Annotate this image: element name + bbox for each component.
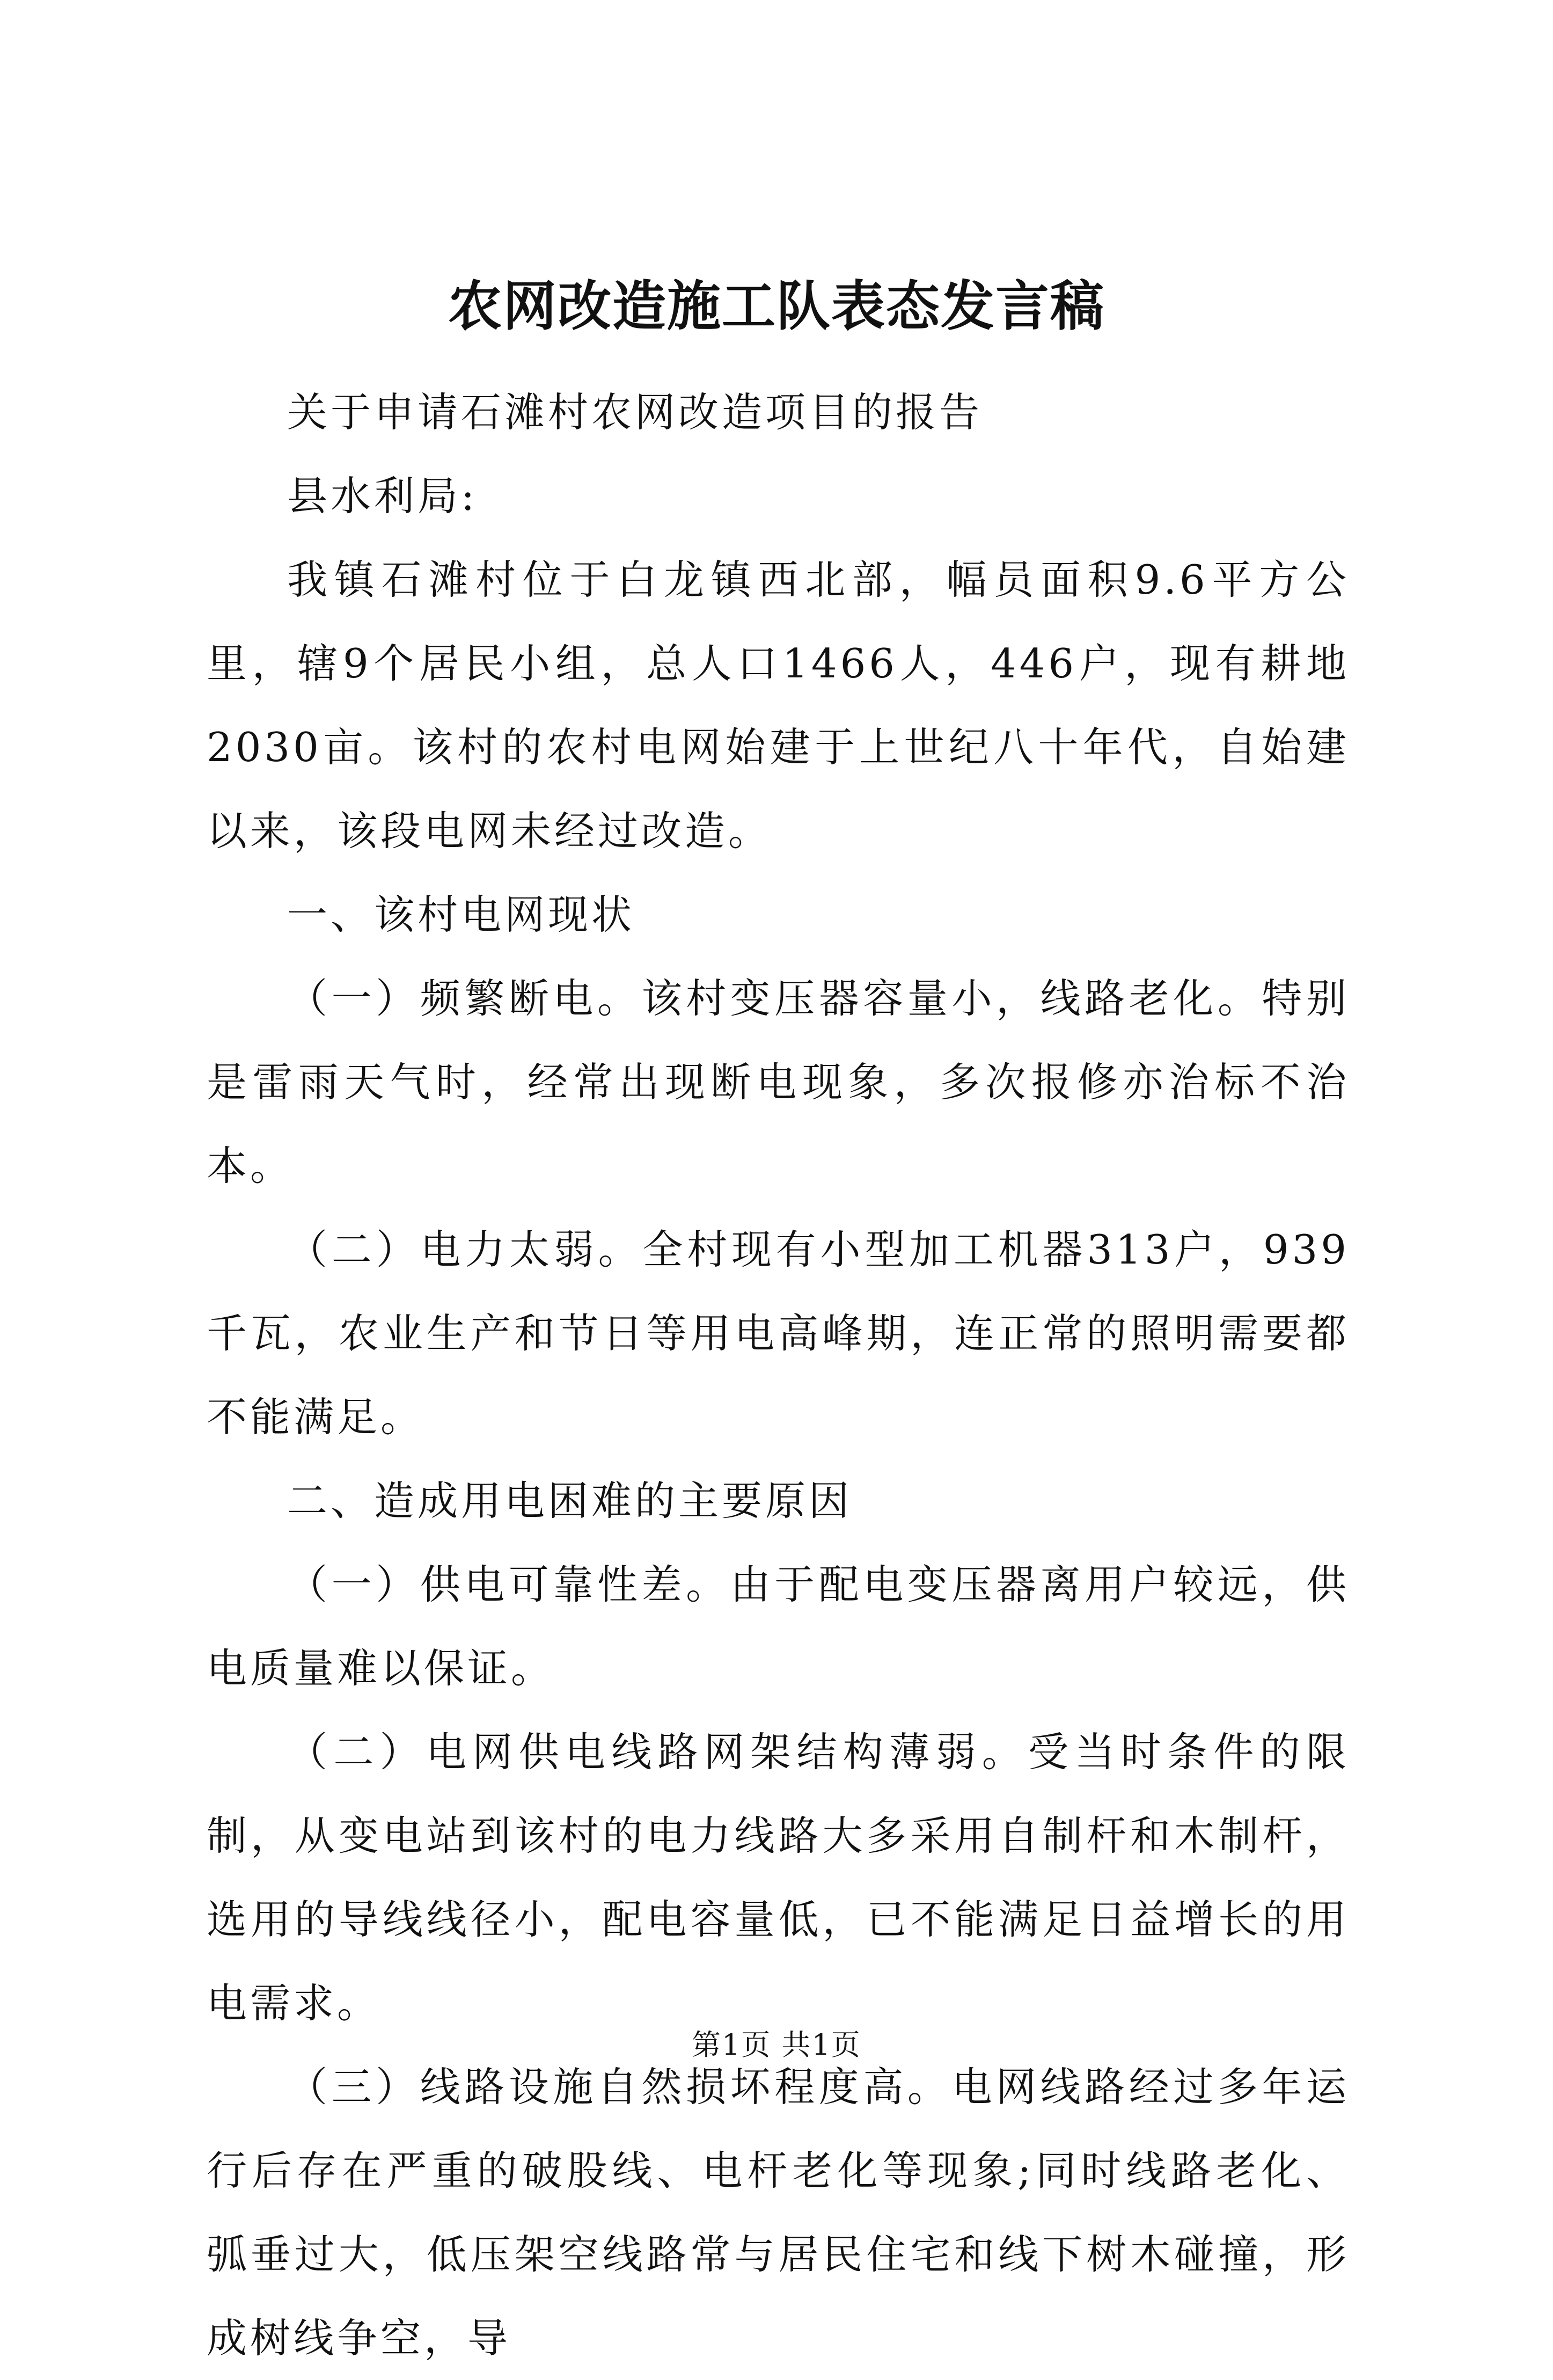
addressee: 县水利局: xyxy=(287,472,478,520)
section-heading-1: 一、该村电网现状 xyxy=(287,891,635,938)
paragraph-1-1: （一）频繁断电。该村变压器容量小，线路老化。特别是雷雨天气时，经常出现断电现象，多次报修亦治标不治本。 xyxy=(207,975,1350,1189)
paragraph-2-2: （二）电网供电线路网架结构薄弱。受当时条件的限制，从变电站到该村的电力线路大多采用自制杆和木制杆，选用的导线线径小，配电容量低，已不能满足日益增长的用电需求。 xyxy=(207,1728,1350,2027)
paragraph-2-1: （一）供电可靠性差。由于配电变压器离用户较远，供电质量难以保证。 xyxy=(207,1561,1350,1692)
paragraph-intro: 我镇石滩村位于白龙镇西北部，幅员面积9.6平方公里，辖9个居民小组，总人口1466人，446户，现有耕地2030亩。该村的农村电网始建于上世纪八十年代，自始建以来，该段电网未经过改造。 xyxy=(207,556,1350,855)
document-body xyxy=(207,370,1350,2380)
document-title: 农网改造施工队表态发言稿 xyxy=(448,274,1105,338)
report-subject: 关于申请石滩村农网改造项目的报告 xyxy=(287,389,983,436)
section-heading-2: 二、造成用电困难的主要原因 xyxy=(287,1477,853,1524)
paragraph-2-3: （三）线路设施自然损坏程度高。电网线路经过多年运行后存在严重的破股线、电杆老化等现象;同时线路老化、弧垂过大，低压架空线路常与居民住宅和线下树木碰撞，形成树线争空，导 xyxy=(207,2063,1350,2362)
paragraph-1-2: （二）电力太弱。全村现有小型加工机器313户，939千瓦，农业生产和节日等用电高峰期，连正常的照明需要都不能满足。 xyxy=(207,1226,1350,1441)
page-footer: 第1页 共1页 xyxy=(692,2028,861,2062)
